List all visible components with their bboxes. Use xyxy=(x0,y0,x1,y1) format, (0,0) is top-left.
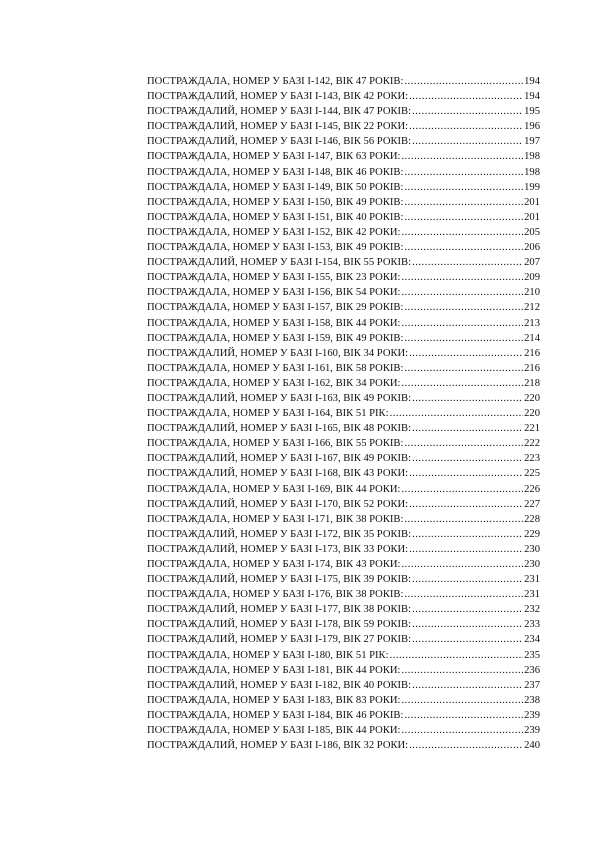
dot-leader xyxy=(390,648,524,663)
toc-entry-page-number: 234 xyxy=(524,634,540,646)
toc-entry[interactable] xyxy=(147,270,540,285)
dot-leader xyxy=(409,89,523,104)
dot-leader xyxy=(404,180,523,195)
dot-leader xyxy=(409,542,523,557)
toc-entry[interactable] xyxy=(147,572,540,587)
toc-entry-page-number: 235 xyxy=(524,649,540,661)
toc-entry-page-number: 230 xyxy=(524,559,540,570)
toc-entry[interactable] xyxy=(147,512,540,527)
dot-leader xyxy=(404,240,523,255)
toc-entry-title: ПОСТРАЖДАЛА, НОМЕР У БАЗІ І-148, ВІК 46 РОКІВ: xyxy=(147,166,404,178)
toc-entry-title: ПОСТРАЖДАЛИЙ, НОМЕР У БАЗІ І-173, ВІК 33 РОКИ: xyxy=(147,543,409,555)
dot-leader xyxy=(401,285,523,300)
toc-entry-page-number: 240 xyxy=(524,740,540,752)
toc-entry-title: ПОСТРАЖДАЛИЙ, НОМЕР У БАЗІ І-179, ВІК 27 РОКІВ: xyxy=(147,634,412,646)
toc-entry-title: ПОСТРАЖДАЛИЙ, НОМЕР У БАЗІ І-154, ВІК 55 РОКІВ: xyxy=(147,257,412,269)
toc-entry-page-number: 207 xyxy=(524,257,540,269)
toc-entry-title: ПОСТРАЖДАЛА, НОМЕР У БАЗІ І-185, ВІК 44 РОКИ: xyxy=(147,725,401,737)
toc-entry-page-number: 231 xyxy=(524,589,540,601)
toc-entry-title: ПОСТРАЖДАЛИЙ, НОМЕР У БАЗІ І-186, ВІК 32 РОКИ: xyxy=(147,740,409,752)
dot-leader xyxy=(404,331,523,346)
toc-entry[interactable] xyxy=(147,497,540,512)
toc-entry[interactable] xyxy=(147,391,540,406)
dot-leader xyxy=(412,527,523,542)
toc-entry-title: ПОСТРАЖДАЛА, НОМЕР У БАЗІ І-181, ВІК 44 РОКИ: xyxy=(147,664,401,676)
dot-leader xyxy=(401,149,523,164)
toc-entry-page-number: 226 xyxy=(524,483,540,495)
dot-leader xyxy=(409,346,523,361)
toc-entry-page-number: 209 xyxy=(524,272,540,284)
toc-entry-page-number: 220 xyxy=(524,392,540,404)
toc-entry-page-number: 218 xyxy=(524,377,540,389)
dot-leader xyxy=(390,406,524,421)
dot-leader xyxy=(404,210,523,225)
toc-entry[interactable] xyxy=(147,195,540,210)
toc-entry[interactable] xyxy=(147,361,540,376)
toc-entry[interactable] xyxy=(147,482,540,497)
toc-entry-title: ПОСТРАЖДАЛА, НОМЕР У БАЗІ І-161, ВІК 58 РОКІВ: xyxy=(147,362,404,374)
toc-entry[interactable] xyxy=(147,165,540,180)
dot-leader xyxy=(412,104,523,119)
toc-entry-title: ПОСТРАЖДАЛА, НОМЕР У БАЗІ І-149, ВІК 50 РОКІВ: xyxy=(147,181,404,193)
toc-entry[interactable] xyxy=(147,451,540,466)
dot-leader xyxy=(412,678,523,693)
toc-entry[interactable] xyxy=(147,421,540,436)
toc-entry[interactable] xyxy=(147,240,540,255)
toc-entry[interactable] xyxy=(147,708,540,723)
dot-leader xyxy=(412,572,523,587)
toc-entry-title: ПОСТРАЖДАЛИЙ, НОМЕР У БАЗІ І-175, ВІК 39 РОКІВ: xyxy=(147,574,412,586)
toc-entry[interactable] xyxy=(147,436,540,451)
toc-entry-page-number: 196 xyxy=(524,121,540,133)
dot-leader xyxy=(401,693,523,708)
toc-entry-page-number: 198 xyxy=(524,166,540,178)
toc-entry-title: ПОСТРАЖДАЛА, НОМЕР У БАЗІ І-176, ВІК 38 РОКІВ: xyxy=(147,589,404,601)
toc-entry-page-number: 210 xyxy=(524,287,540,299)
toc-entry[interactable] xyxy=(147,316,540,331)
toc-entry-page-number: 214 xyxy=(524,332,540,344)
toc-entry-title: ПОСТРАЖДАЛА, НОМЕР У БАЗІ І-183, ВІК 83 РОКИ: xyxy=(147,694,401,706)
toc-entry-page-number: 221 xyxy=(524,423,540,435)
toc-entry[interactable] xyxy=(147,149,540,164)
toc-entry-title: ПОСТРАЖДАЛА, НОМЕР У БАЗІ І-147, ВІК 63 РОКИ: xyxy=(147,151,401,163)
toc-entry[interactable] xyxy=(147,648,540,663)
toc-entry-title: ПОСТРАЖДАЛА, НОМЕР У БАЗІ І-171, ВІК 38 РОКІВ: xyxy=(147,513,404,525)
toc-entry-title: ПОСТРАЖДАЛА, НОМЕР У БАЗІ І-150, ВІК 49 РОКІВ: xyxy=(147,196,404,208)
toc-entry[interactable] xyxy=(147,89,540,104)
dot-leader xyxy=(404,165,523,180)
toc-entry-page-number: 198 xyxy=(524,151,540,163)
toc-entry-title: ПОСТРАЖДАЛА, НОМЕР У БАЗІ І-153, ВІК 49 РОКІВ: xyxy=(147,242,404,254)
toc-entry-page-number: 230 xyxy=(524,543,540,555)
toc-entry-page-number: 236 xyxy=(524,664,540,676)
toc-entry-page-number: 231 xyxy=(524,574,540,586)
toc-entry[interactable] xyxy=(147,542,540,557)
dot-leader xyxy=(409,738,523,753)
dot-leader xyxy=(412,134,523,149)
toc-entry[interactable] xyxy=(147,210,540,225)
toc-entry[interactable] xyxy=(147,134,540,149)
dot-leader xyxy=(412,451,523,466)
toc-entry[interactable] xyxy=(147,632,540,647)
table-of-contents xyxy=(147,74,540,753)
dot-leader xyxy=(412,255,523,270)
dot-leader xyxy=(404,74,523,89)
toc-entry[interactable] xyxy=(147,74,540,89)
toc-entry[interactable] xyxy=(147,331,540,346)
dot-leader xyxy=(404,587,523,602)
toc-entry-title: ПОСТРАЖДАЛА, НОМЕР У БАЗІ І-155, ВІК 23 РОКИ: xyxy=(147,272,401,284)
toc-entry-page-number: 216 xyxy=(524,362,540,374)
toc-entry[interactable] xyxy=(147,663,540,678)
toc-entry-title: ПОСТРАЖДАЛИЙ, НОМЕР У БАЗІ І-167, ВІК 49 РОКІВ: xyxy=(147,453,412,465)
toc-entry[interactable] xyxy=(147,587,540,602)
toc-entry-page-number: 225 xyxy=(524,468,540,480)
dot-leader xyxy=(401,482,523,497)
dot-leader xyxy=(404,436,523,451)
toc-entry-page-number: 216 xyxy=(524,347,540,359)
toc-entry-title: ПОСТРАЖДАЛИЙ, НОМЕР У БАЗІ І-160, ВІК 34 РОКИ: xyxy=(147,347,409,359)
toc-entry-page-number: 228 xyxy=(524,513,540,525)
toc-entry-page-number: 201 xyxy=(524,211,540,223)
toc-entry-title: ПОСТРАЖДАЛА, НОМЕР У БАЗІ І-156, ВІК 54 РОКИ: xyxy=(147,287,401,299)
toc-entry[interactable] xyxy=(147,104,540,119)
toc-entry-page-number: 237 xyxy=(524,679,540,691)
toc-entry-page-number: 229 xyxy=(524,528,540,540)
toc-entry-page-number: 199 xyxy=(524,181,540,193)
toc-entry-page-number: 223 xyxy=(524,453,540,465)
toc-entry-title: ПОСТРАЖДАЛИЙ, НОМЕР У БАЗІ І-170, ВІК 52 РОКИ: xyxy=(147,498,409,510)
toc-entry-page-number: 227 xyxy=(524,498,540,510)
toc-entry[interactable] xyxy=(147,602,540,617)
toc-entry-title: ПОСТРАЖДАЛИЙ, НОМЕР У БАЗІ І-144, ВІК 47 РОКІВ: xyxy=(147,106,412,118)
toc-entry-page-number: 197 xyxy=(524,136,540,148)
toc-entry-title: ПОСТРАЖДАЛА, НОМЕР У БАЗІ І-174, ВІК 43 РОКИ: xyxy=(147,559,401,570)
toc-entry[interactable] xyxy=(147,406,540,421)
toc-entry[interactable] xyxy=(147,180,540,195)
toc-entry-title: ПОСТРАЖДАЛИЙ, НОМЕР У БАЗІ І-146, ВІК 56 РОКІВ: xyxy=(147,136,412,148)
toc-entry-title: ПОСТРАЖДАЛА, НОМЕР У БАЗІ І-158, ВІК 44 РОКИ: xyxy=(147,317,401,329)
toc-entry-page-number: 222 xyxy=(524,438,540,450)
toc-entry[interactable] xyxy=(147,285,540,300)
toc-entry-title: ПОСТРАЖДАЛА, НОМЕР У БАЗІ І-162, ВІК 34 РОКИ: xyxy=(147,377,401,389)
toc-entry-title: ПОСТРАЖДАЛА, НОМЕР У БАЗІ І-151, ВІК 40 РОКІВ: xyxy=(147,211,404,223)
toc-entry-page-number: 205 xyxy=(524,226,540,238)
toc-entry[interactable] xyxy=(147,466,540,481)
toc-entry-page-number: 239 xyxy=(524,725,540,737)
toc-entry[interactable] xyxy=(147,346,540,361)
toc-entry-title: ПОСТРАЖДАЛА, НОМЕР У БАЗІ І-164, ВІК 51 РІК: xyxy=(147,408,389,420)
toc-entry[interactable] xyxy=(147,119,540,134)
toc-entry-page-number: 212 xyxy=(524,302,540,314)
toc-entry-page-number: 233 xyxy=(524,619,540,631)
dot-leader xyxy=(401,557,523,572)
toc-entry-page-number: 194 xyxy=(524,91,540,103)
toc-entry-title: ПОСТРАЖДАЛИЙ, НОМЕР У БАЗІ І-165, ВІК 48 РОКІВ: xyxy=(147,423,412,435)
dot-leader xyxy=(409,497,523,512)
toc-entry[interactable] xyxy=(147,678,540,693)
toc-entry-page-number: 201 xyxy=(524,196,540,208)
toc-entry-title: ПОСТРАЖДАЛА, НОМЕР У БАЗІ І-169, ВІК 44 РОКИ: xyxy=(147,483,401,495)
toc-entry-page-number: 194 xyxy=(524,76,540,87)
dot-leader xyxy=(409,119,523,134)
dot-leader xyxy=(409,466,523,481)
dot-leader xyxy=(404,300,523,315)
toc-entry-page-number: 206 xyxy=(524,242,540,254)
dot-leader xyxy=(412,632,523,647)
toc-entry-title: ПОСТРАЖДАЛИЙ, НОМЕР У БАЗІ І-172, ВІК 35 РОКІВ: xyxy=(147,528,412,540)
dot-leader xyxy=(401,225,523,240)
dot-leader xyxy=(404,361,523,376)
toc-entry-title: ПОСТРАЖДАЛИЙ, НОМЕР У БАЗІ І-145, ВІК 22 РОКИ: xyxy=(147,121,409,133)
toc-entry-title: ПОСТРАЖДАЛА, НОМЕР У БАЗІ І-184, ВІК 46 РОКІВ: xyxy=(147,709,404,721)
toc-entry-title: ПОСТРАЖДАЛА, НОМЕР У БАЗІ І-180, ВІК 51 РІК: xyxy=(147,649,389,661)
toc-entry-title: ПОСТРАЖДАЛИЙ, НОМЕР У БАЗІ І-143, ВІК 42 РОКИ: xyxy=(147,91,409,103)
toc-entry-page-number: 213 xyxy=(524,317,540,329)
toc-entry-page-number: 195 xyxy=(524,106,540,118)
dot-leader xyxy=(401,376,523,391)
toc-entry-title: ПОСТРАЖДАЛА, НОМЕР У БАЗІ І-157, ВІК 29 РОКІВ: xyxy=(147,302,404,314)
toc-entry[interactable] xyxy=(147,693,540,708)
dot-leader xyxy=(412,391,523,406)
toc-entry-title: ПОСТРАЖДАЛИЙ, НОМЕР У БАЗІ І-177, ВІК 38 РОКІВ: xyxy=(147,604,412,616)
toc-entry[interactable] xyxy=(147,527,540,542)
toc-entry[interactable] xyxy=(147,723,540,738)
toc-entry-title: ПОСТРАЖДАЛА, НОМЕР У БАЗІ І-142, ВІК 47 РОКІВ: xyxy=(147,76,404,87)
toc-entry-page-number: 239 xyxy=(524,709,540,721)
dot-leader xyxy=(404,195,523,210)
toc-entry[interactable] xyxy=(147,300,540,315)
toc-entry-title: ПОСТРАЖДАЛА, НОМЕР У БАЗІ І-159, ВІК 49 РОКІВ: xyxy=(147,332,404,344)
toc-entry[interactable] xyxy=(147,376,540,391)
toc-entry-title: ПОСТРАЖДАЛИЙ, НОМЕР У БАЗІ І-178, ВІК 59 РОКІВ: xyxy=(147,619,412,631)
dot-leader xyxy=(401,270,523,285)
dot-leader xyxy=(401,316,523,331)
toc-entry[interactable] xyxy=(147,225,540,240)
toc-entry-page-number: 220 xyxy=(524,408,540,420)
dot-leader xyxy=(412,602,523,617)
toc-entry-title: ПОСТРАЖДАЛА, НОМЕР У БАЗІ І-152, ВІК 42 РОКИ: xyxy=(147,226,401,238)
toc-entry-title: ПОСТРАЖДАЛИЙ, НОМЕР У БАЗІ І-163, ВІК 49 РОКІВ: xyxy=(147,392,412,404)
toc-entry-title: ПОСТРАЖДАЛИЙ, НОМЕР У БАЗІ І-168, ВІК 43 РОКИ: xyxy=(147,468,409,480)
toc-entry-page-number: 238 xyxy=(524,694,540,706)
toc-entry-title: ПОСТРАЖДАЛА, НОМЕР У БАЗІ І-166, ВІК 55 РОКІВ: xyxy=(147,438,404,450)
toc-entry[interactable] xyxy=(147,255,540,270)
toc-entry-page-number: 232 xyxy=(524,604,540,616)
dot-leader xyxy=(412,617,523,632)
dot-leader xyxy=(412,421,523,436)
dot-leader xyxy=(404,512,523,527)
dot-leader xyxy=(401,663,523,678)
toc-entry[interactable] xyxy=(147,557,540,572)
toc-entry[interactable] xyxy=(147,617,540,632)
toc-entry[interactable] xyxy=(147,738,540,753)
dot-leader xyxy=(404,708,523,723)
dot-leader xyxy=(401,723,523,738)
toc-entry-title: ПОСТРАЖДАЛИЙ, НОМЕР У БАЗІ І-182, ВІК 40 РОКІВ: xyxy=(147,679,412,691)
